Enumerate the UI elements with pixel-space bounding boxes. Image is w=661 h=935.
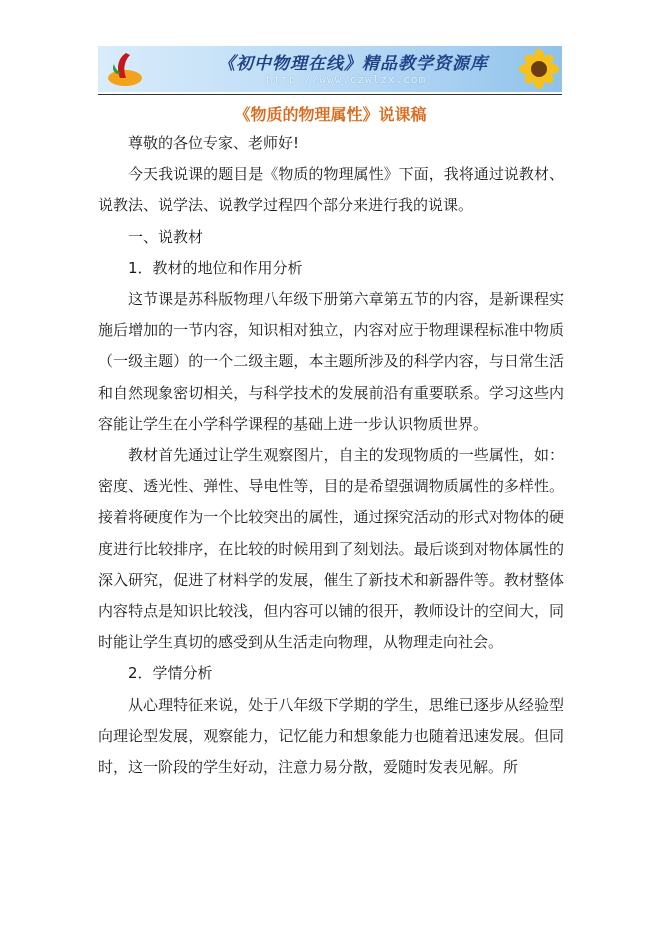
banner-url: http://www.czwlzx.com bbox=[266, 73, 427, 86]
document-body bbox=[98, 128, 564, 783]
paragraph-body: 从心理特征来说，处于八年级下学期的学生，思维已逐步从经验型向理论型发展，观察能力，记忆能力和想象能力也随着迅速发展。但同时，这一阶段的学生好动，注意力易分散，爱随时发表见解。所 bbox=[98, 695, 564, 777]
header-divider bbox=[98, 94, 562, 95]
section-heading: 一、说教材 bbox=[128, 227, 204, 246]
paragraph-greeting: 尊敬的各位专家、老师好! bbox=[128, 134, 300, 152]
site-logo-icon bbox=[104, 48, 146, 90]
sunflower-icon bbox=[518, 48, 560, 90]
paragraph-body: 教材首先通过让学生观察图片，自主的发现物质的一些属性，如：密度、透光性、弹性、导电性等，目的是希望强调物质属性的多样性。接着将硬度作为一个比较突出的属性，通过探究活动的形式对物体的硬度进行比较排序，在比较的时候用到了刻划法。最后谈到对物体属性的深入研究，促进了材料学的发展，催生了新技术和新器件等。教材整体内容特点是知识比较浅，但内容可以铺的很开，教师设计的空间大，同时能让学生真切的感受到从生活走向物理，从物理走向社会。 bbox=[98, 446, 564, 652]
subsection-heading: 1．教材的地位和作用分析 bbox=[128, 258, 303, 277]
subsection-heading: 2．学情分析 bbox=[128, 664, 213, 683]
header-banner bbox=[98, 46, 562, 92]
paragraph-intro: 今天我说课的题目是《物质的物理属性》下面，我将通过说教材、说教法、说学法、说教学过程四个部分来进行我的说课。 bbox=[98, 165, 564, 215]
paragraph-body: 这节课是苏科版物理八年级下册第六章第五节的内容，是新课程实施后增加的一节内容，知识相对独立，内容对应于物理课程标准中物质（一级主题）的一个二级主题，本主题所涉及的科学内容，与日常生活和自然现象密切相关，与科学技术的发展前沿有重要联系。学习这些内容能让学生在小学科学课程的基础上进一步认识物质世界。 bbox=[98, 290, 564, 433]
document-title: 《物质的物理属性》说课稿 bbox=[234, 105, 427, 124]
banner-title: 《初中物理在线》精品教学资源库 bbox=[218, 54, 488, 74]
